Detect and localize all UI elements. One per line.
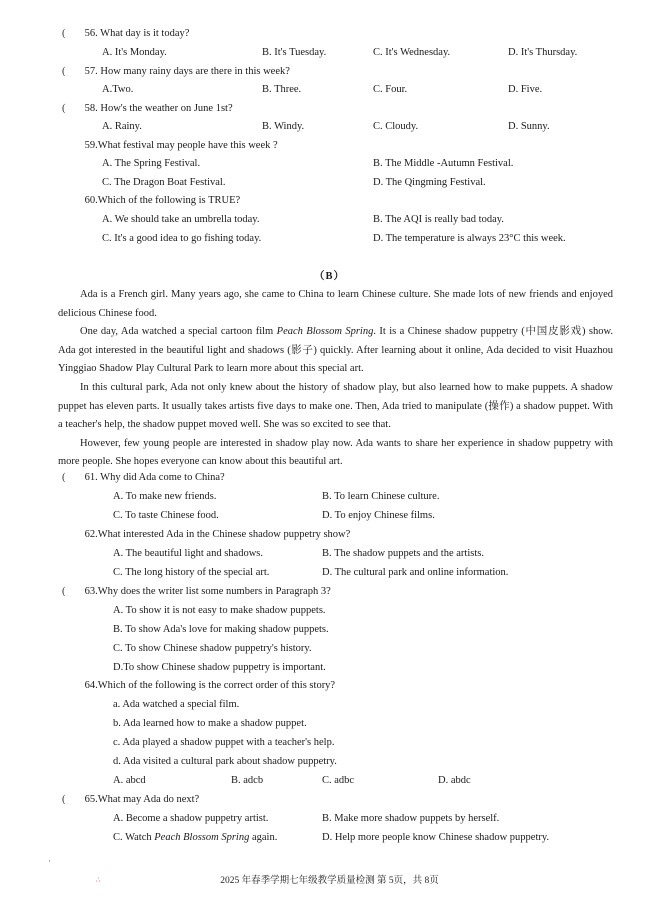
question-59: [62, 140, 278, 151]
question-65: [62, 794, 199, 805]
option-b: B. The shadow puppets and the artists.: [322, 548, 484, 559]
scan-mark: ∴: [96, 876, 101, 884]
option-b: B. To learn Chinese culture.: [322, 491, 440, 502]
option-c: C. To taste Chinese food.: [113, 510, 219, 521]
story-event-a: a. Ada watched a special film.: [113, 699, 240, 710]
option-d: D. The temperature is always 23°C this week.: [373, 233, 566, 244]
option-b: B. It's Tuesday.: [262, 47, 327, 58]
option-a: A. abcd: [113, 775, 146, 786]
option-a: A. It's Monday.: [102, 47, 167, 58]
answer-paren: (: [62, 103, 66, 114]
option-a: A.Two.: [102, 84, 134, 95]
question-stem: 60.Which of the following is TRUE?: [84, 195, 241, 206]
option-d: D. Sunny.: [508, 121, 550, 132]
reading-passage: [58, 286, 613, 472]
option-d: D. To enjoy Chinese films.: [322, 510, 435, 521]
option-b: B. The AQI is really bad today.: [373, 214, 504, 225]
question-64: [62, 680, 335, 691]
question-stem: 63.Why does the writer list some numbers in Paragraph 3?: [84, 586, 331, 597]
option-d: D. Five.: [508, 84, 543, 95]
answer-paren: (: [62, 66, 66, 77]
scan-mark: ·: [48, 856, 51, 866]
option-a: A. To show it is not easy to make shadow puppets.: [113, 605, 326, 616]
section-b-title: （B）: [313, 271, 345, 282]
option-c: C. Four.: [373, 84, 408, 95]
story-event-b: b. Ada learned how to make a shadow puppet.: [113, 718, 307, 729]
paragraph-3: In this cultural park, Ada not only knew about the history of shadow play, but also learned how to make puppets. A shadow puppet has eleven parts. It usually takes artists five days to make one. Then, Ada tried to manipulate (操作) a shadow puppet. With a teacher's help, the shadow puppet moved well. She was so excited to see that.: [58, 381, 613, 431]
paragraph-4: However, few young people are interested in shadow play now. Ada wants to share her experience in shadow puppetry with more people. She hopes everyone can know about this beautiful art.: [58, 437, 613, 468]
option-b: B. The Middle -Autumn Festival.: [373, 158, 514, 169]
option-d: D. It's Thursday.: [508, 47, 578, 58]
option-b: B. Make more shadow puppets by herself.: [322, 813, 500, 824]
question-stem: 62.What interested Ada in the Chinese shadow puppetry show?: [84, 529, 351, 540]
option-c: C. The long history of the special art.: [113, 567, 270, 578]
question-60: [62, 195, 240, 206]
question-stem: 64.Which of the following is the correct order of this story?: [84, 680, 336, 691]
option-d: D. The cultural park and online information.: [322, 567, 509, 578]
story-event-d: d. Ada visited a cultural park about shadow puppetry.: [113, 756, 337, 767]
option-b: B. adcb: [231, 775, 264, 786]
option-b: B. Windy.: [262, 121, 305, 132]
paragraph-2: One day, Ada watched a special cartoon film Peach Blossom Spring. It is a Chinese shadow puppetry (中国皮影戏) show. Ada got interested in the beautiful light and shadows (影子) quickly. After learning about it online, Ada decided to visit Huazhou Yinggiao Shadow Play Cultural Park to learn more about this special art.: [58, 326, 613, 375]
question-57: [62, 66, 290, 77]
answer-paren: (: [62, 794, 66, 805]
option-c: C. The Dragon Boat Festival.: [102, 177, 226, 188]
story-event-c: c. Ada played a shadow puppet with a teacher's help.: [113, 737, 335, 748]
option-c: C. Watch Peach Blossom Spring again.: [113, 832, 278, 843]
option-c: C. It's a good idea to go fishing today.: [102, 233, 262, 244]
page-footer: 2025 年春季学期七年级教学质量检测 第 5页，共 8页: [220, 876, 439, 886]
paragraph-1: Ada is a French girl. Many years ago, she came to China to learn Chinese culture. She made lots of new friends and enjoyed delicious Chinese food.: [58, 289, 613, 319]
question-stem: 57. How many rainy days are there in this week?: [84, 66, 290, 77]
question-stem: 56. What day is it today?: [84, 28, 190, 39]
answer-paren: (: [62, 28, 66, 39]
option-d: D. abdc: [438, 775, 471, 786]
option-b: B. Three.: [262, 84, 302, 95]
question-58: [62, 103, 233, 114]
question-62: [62, 529, 350, 540]
option-a: A. To make new friends.: [113, 491, 217, 502]
option-a: A. The Spring Festival.: [102, 158, 201, 169]
question-stem: 58. How's the weather on June 1st?: [84, 103, 233, 114]
question-63: [62, 586, 331, 597]
option-c: C. To show Chinese shadow puppetry's history.: [113, 643, 312, 654]
answer-paren: (: [62, 472, 66, 483]
option-d: D.To show Chinese shadow puppetry is important.: [113, 662, 326, 673]
option-a: A. The beautiful light and shadows.: [113, 548, 263, 559]
question-stem: 59.What festival may people have this week ?: [84, 140, 278, 151]
option-d: D. Help more people know Chinese shadow puppetry.: [322, 832, 550, 843]
answer-paren: (: [62, 586, 66, 597]
option-b: B. To show Ada's love for making shadow puppets.: [113, 624, 329, 635]
option-a: A. We should take an umbrella today.: [102, 214, 260, 225]
option-a: A. Become a shadow puppetry artist.: [113, 813, 269, 824]
option-c: C. Cloudy.: [373, 121, 419, 132]
question-stem: 61. Why did Ada come to China?: [84, 472, 225, 483]
option-a: A. Rainy.: [102, 121, 142, 132]
option-c: C. It's Wednesday.: [373, 47, 451, 58]
question-61: [62, 472, 225, 483]
question-56: [62, 28, 189, 39]
question-stem: 65.What may Ada do next?: [84, 794, 200, 805]
option-d: D. The Qingming Festival.: [373, 177, 486, 188]
option-c: C. adbc: [322, 775, 355, 786]
